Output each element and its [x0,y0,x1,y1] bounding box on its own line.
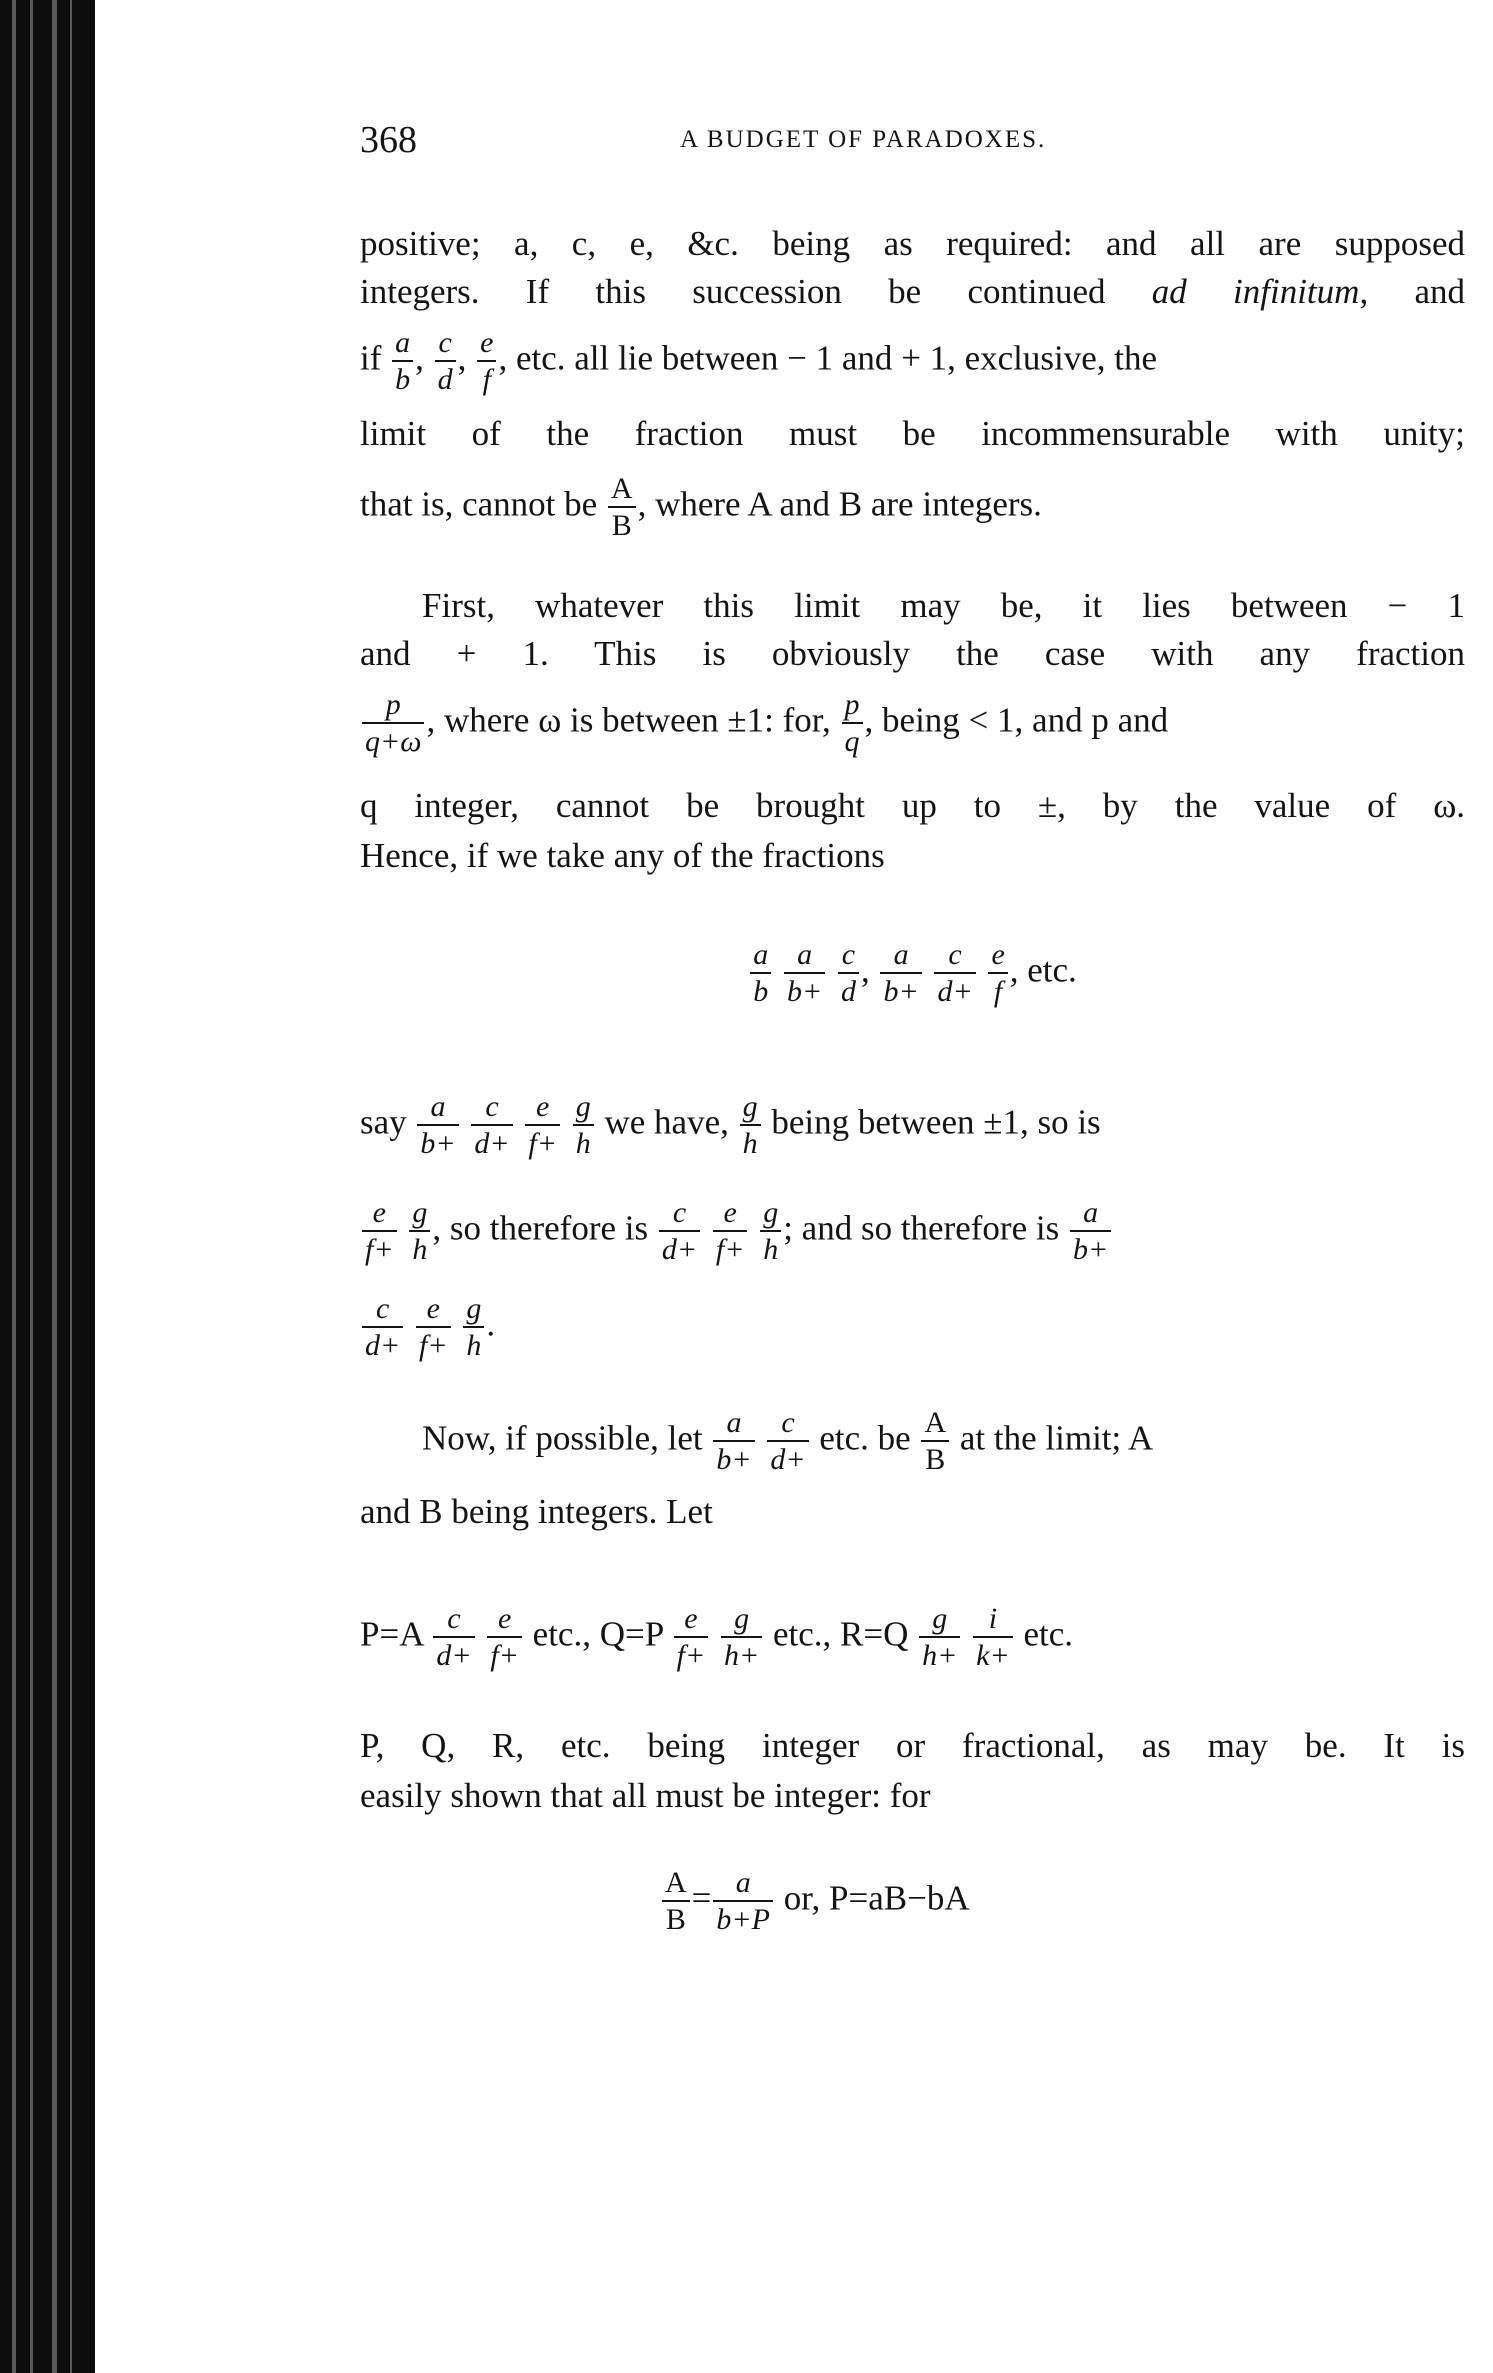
spine-highlight [12,0,16,2373]
fraction: $\frac{A}{B}$ [608,474,636,541]
fraction: $\frac{a}{b}$ [750,940,771,1007]
fraction: $\frac{i}{k+}$ [973,1604,1013,1671]
fraction: $\frac{a}{b}$ [392,328,413,395]
fraction: $\frac{g}{h}$ [573,1092,594,1159]
text-line: Hence, if we take any of the fractions [360,836,885,875]
fraction: $\frac{e}{f+}$ [525,1092,560,1159]
text-line: and B being integers. Let [360,1492,713,1531]
fraction: $\frac{a}{b+}$ [784,940,825,1007]
equation-line: P=A $\frac{c}{d+}$ $\frac{e}{f+}$ etc., Q=P $\frac{e}{f+}$ $\frac{g}{h+}$ etc., R=Q $\frac{g}{h+}$ $\frac{i}{k+}$ etc. [360,1602,1073,1672]
text-line: P, Q, R, etc. being integer or fractional, as may be. It is [360,1726,1465,1765]
fraction: $\frac{e}{f+}$ [713,1198,748,1265]
text-line: q integer, cannot be brought up to ±, by the value of ω. [360,786,1465,825]
fraction: $\frac{c}{d+}$ [471,1092,512,1159]
text-line: $\frac{c}{d+}$ $\frac{e}{f+}$ $\frac{g}{h}$ . [360,1294,1465,1361]
fraction: $\frac{c}{d+}$ [767,1408,808,1475]
fraction: $\frac{g}{h}$ [740,1092,761,1159]
page-number: 368 [360,119,417,161]
book-page [360,0,1470,2373]
fraction: $\frac{e}{f}$ [988,940,1007,1007]
text-line: that is, cannot be $\frac{A}{B}$ , where A and B are integers. [360,472,1042,542]
fraction: $\frac{e}{f+}$ [416,1294,451,1361]
text-line: positive; a, c, e, &c. being as required: and all are supposed [360,224,1465,263]
fraction: $\frac{g}{h}$ [409,1198,430,1265]
running-header [360,118,1470,168]
text-line: limit of the fraction must be incommensurable with unity; [360,414,1465,453]
text-line: easily shown that all must be integer: for [360,1776,931,1815]
text-line: First, whatever this limit may be, it lies between − 1 [422,586,1465,625]
text-line: Now, if possible, let $\frac{a}{b+}$ $\frac{c}{d+}$ etc. be $\frac{A}{B}$ at the limit; A [422,1406,1154,1476]
running-title: A BUDGET OF PARADOXES. [680,126,1047,153]
spine-highlight [70,0,72,2373]
fraction: $\frac{c}{d+}$ [934,940,975,1007]
fraction: $\frac{a}{b+}$ [417,1092,458,1159]
fraction: $\frac{c}{d}$ [838,940,859,1007]
fraction-sequence: $\frac{a}{b}$ $\frac{a}{b+}$ $\frac{c}{d}$ , $\frac{a}{b+}$ $\frac{c}{d+}$ $\frac{e}{f}$ , etc. [360,940,1465,1007]
text-line: $\frac{e}{f+}$ $\frac{g}{h}$ , so therefore is $\frac{c}{d+}$ $\frac{e}{f+}$ $\frac{g}{h}$ ; and so therefore is $\frac{a}{b+}$ [360,1198,1465,1265]
spine-highlight [52,0,57,2373]
text-line: $\frac{p}{q+\omega}$ , where ω is between ±1: for, $\frac{p}{q}$ , being < 1, and p and [360,690,1465,757]
fraction: $\frac{g}{h+}$ [721,1604,762,1671]
fraction: $\frac{e}{f+}$ [362,1198,397,1265]
fraction: $\frac{g}{h+}$ [919,1604,960,1671]
fraction: $\frac{g}{h}$ [463,1294,484,1361]
equation-line: $\frac{A}{B}$ = $\frac{a}{b+P}$ or, P=aB−bA [660,1868,1260,1935]
fraction: $\frac{a}{b+}$ [1070,1198,1111,1265]
fraction: $\frac{c}{d+}$ [362,1294,403,1361]
fraction: $\frac{a}{b+}$ [713,1408,754,1475]
text-line: if $\frac{a}{b}$ , $\frac{c}{d}$ , $\frac{e}{f}$ , etc. all lie between − 1 and + 1, exclusive, the [360,326,1158,396]
fraction: $\frac{c}{d+}$ [659,1198,700,1265]
fraction: $\frac{e}{f+}$ [674,1604,709,1671]
text-line: say $\frac{a}{b+}$ $\frac{c}{d+}$ $\frac{e}{f+}$ $\frac{g}{h}$ we have, $\frac{g}{h}$ being between ±1, so is [360,1090,1101,1160]
fraction: $\frac{e}{f}$ [477,328,496,395]
fraction: $\frac{c}{d+}$ [433,1604,474,1671]
text-line: integers. If this succession be continued ad infinitum, and [360,272,1465,311]
spine-highlight [30,0,33,2373]
fraction: $\frac{p}{q}$ [842,690,863,757]
fraction: $\frac{e}{f+}$ [487,1604,522,1671]
fraction: $\frac{g}{h}$ [760,1198,781,1265]
fraction: $\frac{A}{B}$ [921,1408,949,1475]
fraction: $\frac{A}{B}$ [662,1868,690,1935]
fraction: $\frac{a}{b+}$ [880,940,921,1007]
fraction: $\frac{c}{d}$ [435,328,456,395]
fraction: $\frac{a}{b+P}$ [713,1868,773,1935]
fraction: $\frac{p}{q+\omega}$ [362,690,424,757]
text-line: and + 1. This is obviously the case with any fraction [360,634,1465,673]
